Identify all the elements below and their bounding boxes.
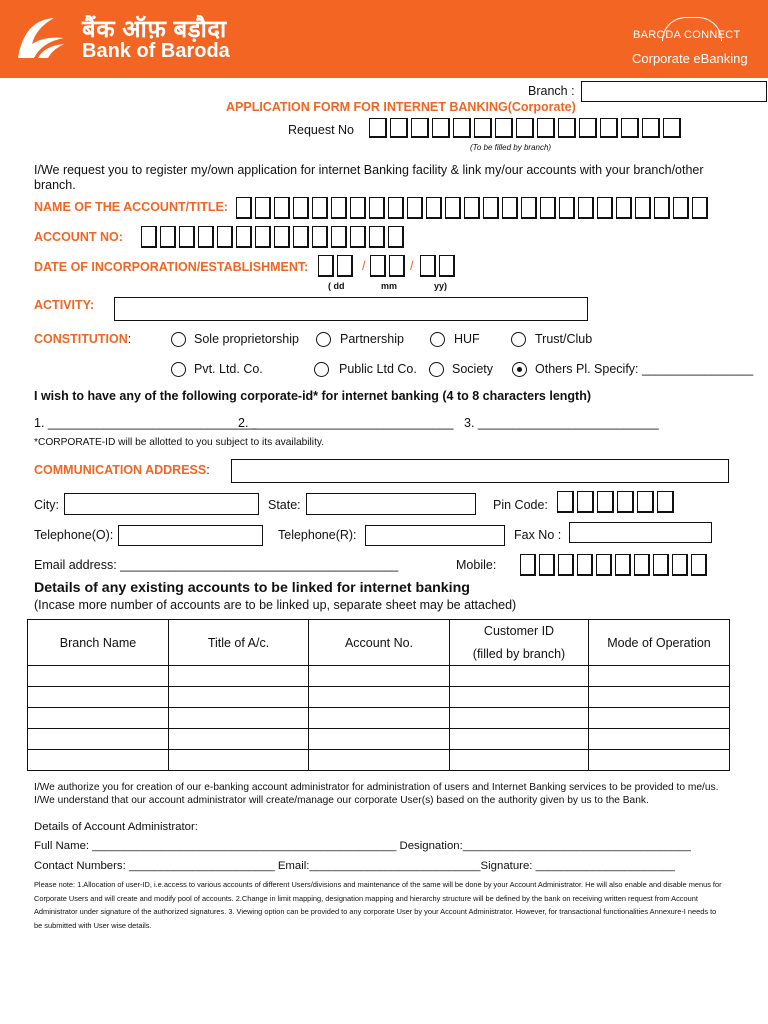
col-customer-id-label: Customer ID (483, 624, 555, 638)
mobile-label: Mobile: (456, 558, 497, 572)
option-others: Others Pl. Specify: ________________ (535, 362, 754, 376)
authorize-line-1: I/We authorize you for creation of our e-banking account administrator for administration of users and Internet Banking services to be provided to me/us. (34, 782, 719, 793)
bank-name: Bank of Baroda (82, 40, 230, 62)
table-cell[interactable] (450, 687, 589, 708)
option-public-ltd: Public Ltd Co. (339, 362, 417, 376)
table-cell[interactable] (169, 729, 309, 750)
constitution-label-text: CONSTITUTION (34, 332, 128, 346)
pin-label: Pin Code: (493, 498, 548, 512)
table-row (28, 666, 730, 687)
request-no-label: Request No (288, 123, 355, 137)
col-customer-id-sub: (filled by branch) (472, 647, 566, 661)
radio-pvt-ltd[interactable] (171, 362, 186, 377)
radio-others[interactable] (512, 362, 527, 377)
table-cell[interactable] (309, 666, 450, 687)
email-label[interactable]: Email address: ________________________________________ (34, 558, 399, 572)
table-cell[interactable] (589, 750, 730, 771)
option-sole-proprietorship: Sole proprietorship (194, 332, 299, 346)
comm-address-colon: : (206, 463, 210, 477)
account-title-label: NAME OF THE ACCOUNT/TITLE: (34, 200, 228, 214)
account-no-label: ACCOUNT NO: (34, 230, 123, 244)
date-yy-cells[interactable] (420, 255, 458, 277)
activity-label: ACTIVITY: (34, 298, 95, 312)
corp-id-3[interactable]: 3. __________________________ (464, 416, 659, 430)
col-title: Title of A/c. (169, 620, 309, 666)
account-title-cells[interactable] (236, 197, 711, 219)
pin-cells[interactable] (557, 491, 677, 513)
form-title: APPLICATION FORM FOR INTERNET BANKING(Corporate) (226, 100, 576, 114)
contact-line[interactable]: Contact Numbers: _______________________ Email:___________________________Signature: ______________________ (34, 860, 675, 872)
table-cell[interactable] (28, 666, 169, 687)
table-cell[interactable] (28, 687, 169, 708)
comm-address-field[interactable] (231, 459, 729, 483)
corp-id-note: *CORPORATE-ID will be allotted to you subject to its availability. (34, 437, 325, 448)
date-yy-hint: yy) (434, 281, 448, 291)
constitution-label (34, 332, 131, 346)
date-sep-2: / (410, 259, 414, 273)
table-row (28, 687, 730, 708)
branch-label: Branch : (528, 84, 575, 98)
table-cell[interactable] (309, 687, 450, 708)
table-cell[interactable] (169, 687, 309, 708)
table-cell[interactable] (589, 708, 730, 729)
date-sep-1: / (362, 259, 366, 273)
radio-public-ltd[interactable] (314, 362, 329, 377)
radio-partnership[interactable] (316, 332, 331, 347)
mobile-cells[interactable] (520, 554, 710, 576)
intro-line-2: branch. (34, 178, 76, 192)
table-cell[interactable] (589, 687, 730, 708)
request-no-cells[interactable] (369, 118, 684, 138)
radio-sole-proprietorship[interactable] (171, 332, 186, 347)
table-cell[interactable] (169, 708, 309, 729)
table-cell[interactable] (450, 750, 589, 771)
bank-name-hindi: बैंक ऑफ़ बड़ौदा (82, 16, 227, 43)
branch-field[interactable] (581, 81, 767, 102)
city-label: City: (34, 498, 59, 512)
option-society: Society (452, 362, 493, 376)
table-cell[interactable] (450, 666, 589, 687)
account-no-cells[interactable] (141, 226, 407, 248)
table-cell[interactable] (28, 750, 169, 771)
admin-heading: Details of Account Administrator: (34, 821, 198, 833)
tel-r-field[interactable] (365, 525, 505, 546)
linked-subheading: (Incase more number of accounts are to be linked up, separate sheet may be attached) (34, 598, 517, 612)
fax-label: Fax No : (514, 528, 562, 542)
table-row (28, 708, 730, 729)
date-dd-hint: ( dd (328, 281, 345, 291)
date-mm-cells[interactable] (370, 255, 408, 277)
linked-accounts-table (27, 619, 730, 771)
product-brand: BARODA CONNECT (633, 29, 741, 41)
corp-id-2[interactable]: 2. _____________________________ (238, 416, 454, 430)
col-account-no: Account No. (309, 620, 450, 666)
corp-id-heading: I wish to have any of the following corporate-id* for internet banking (4 to 8 characters length) (34, 389, 592, 403)
table-cell[interactable] (309, 750, 450, 771)
date-mm-hint: mm (381, 281, 398, 291)
comm-address-label-text: COMMUNICATION ADDRESS (34, 463, 207, 477)
date-label: DATE OF INCORPORATION/ESTABLISHMENT: (34, 260, 309, 274)
table-cell[interactable] (309, 708, 450, 729)
radio-trust-club[interactable] (511, 332, 526, 347)
table-cell[interactable] (28, 729, 169, 750)
full-name-line[interactable]: Full Name: ________________________________________________ Designation:____________________________________ (34, 840, 691, 852)
table-cell[interactable] (589, 729, 730, 750)
constitution-colon: : (127, 332, 132, 346)
col-mode: Mode of Operation (589, 620, 730, 666)
header-banner (0, 0, 768, 78)
tel-r-label: Telephone(R): (278, 528, 357, 542)
table-cell[interactable] (450, 708, 589, 729)
radio-society[interactable] (429, 362, 444, 377)
bank-logo-icon (14, 14, 68, 62)
table-cell[interactable] (169, 750, 309, 771)
col-branch-name: Branch Name (28, 620, 169, 666)
radio-huf[interactable] (430, 332, 445, 347)
date-dd-cells[interactable] (318, 255, 356, 277)
table-cell[interactable] (309, 729, 450, 750)
option-partnership: Partnership (340, 332, 404, 346)
option-trust-club: Trust/Club (535, 332, 593, 346)
table-cell[interactable] (450, 729, 589, 750)
authorize-line-2: I/We understand that our account administrator will create/manage our corporate User(s) based on the authority given by us to the Bank. (34, 795, 649, 806)
fax-field[interactable] (569, 522, 712, 543)
comm-address-label (34, 463, 210, 477)
activity-field[interactable] (114, 297, 588, 321)
corp-id-1[interactable]: 1. ______________________________ (34, 416, 257, 430)
table-header-row (28, 620, 730, 666)
table-cell[interactable] (28, 708, 169, 729)
product-sub: Corporate eBanking (632, 51, 748, 66)
please-note: Please note: 1.Allocation of user-ID, i.e.access to various accounts of different Users/divisions and maintenance of the same will be done by your Account Administrator. He will also enable and disable menus for Corporate Users and will create and modify pool of accounts. 2.Change in limit mapping, designation mapping and hierarchy structure will be defined by the bank on receiving written request from Account Administrator under signature of the authorized signatures. 3. Viewing option can be provided to any corporate User by your Account Administrator. However, for transactional functionalities Annexure-I needs to be submitted with User wise details. (34, 880, 722, 930)
option-huf: HUF (454, 332, 480, 346)
col-customer-id (450, 620, 589, 666)
table-cell[interactable] (169, 666, 309, 687)
tel-o-label: Telephone(O): (34, 528, 114, 542)
table-row (28, 750, 730, 771)
tel-o-field[interactable] (118, 525, 263, 546)
table-row (28, 729, 730, 750)
request-no-note: (To be filled by branch) (470, 143, 552, 152)
option-pvt-ltd: Pvt. Ltd. Co. (194, 362, 263, 376)
state-field[interactable] (306, 493, 476, 515)
city-field[interactable] (64, 493, 259, 515)
intro-line-1: I/We request you to register my/own application for internet Banking facility & link my/our accounts with your branch/other (34, 163, 704, 177)
state-label: State: (268, 498, 301, 512)
table-cell[interactable] (589, 666, 730, 687)
linked-heading: Details of any existing accounts to be linked for internet banking (34, 580, 470, 596)
